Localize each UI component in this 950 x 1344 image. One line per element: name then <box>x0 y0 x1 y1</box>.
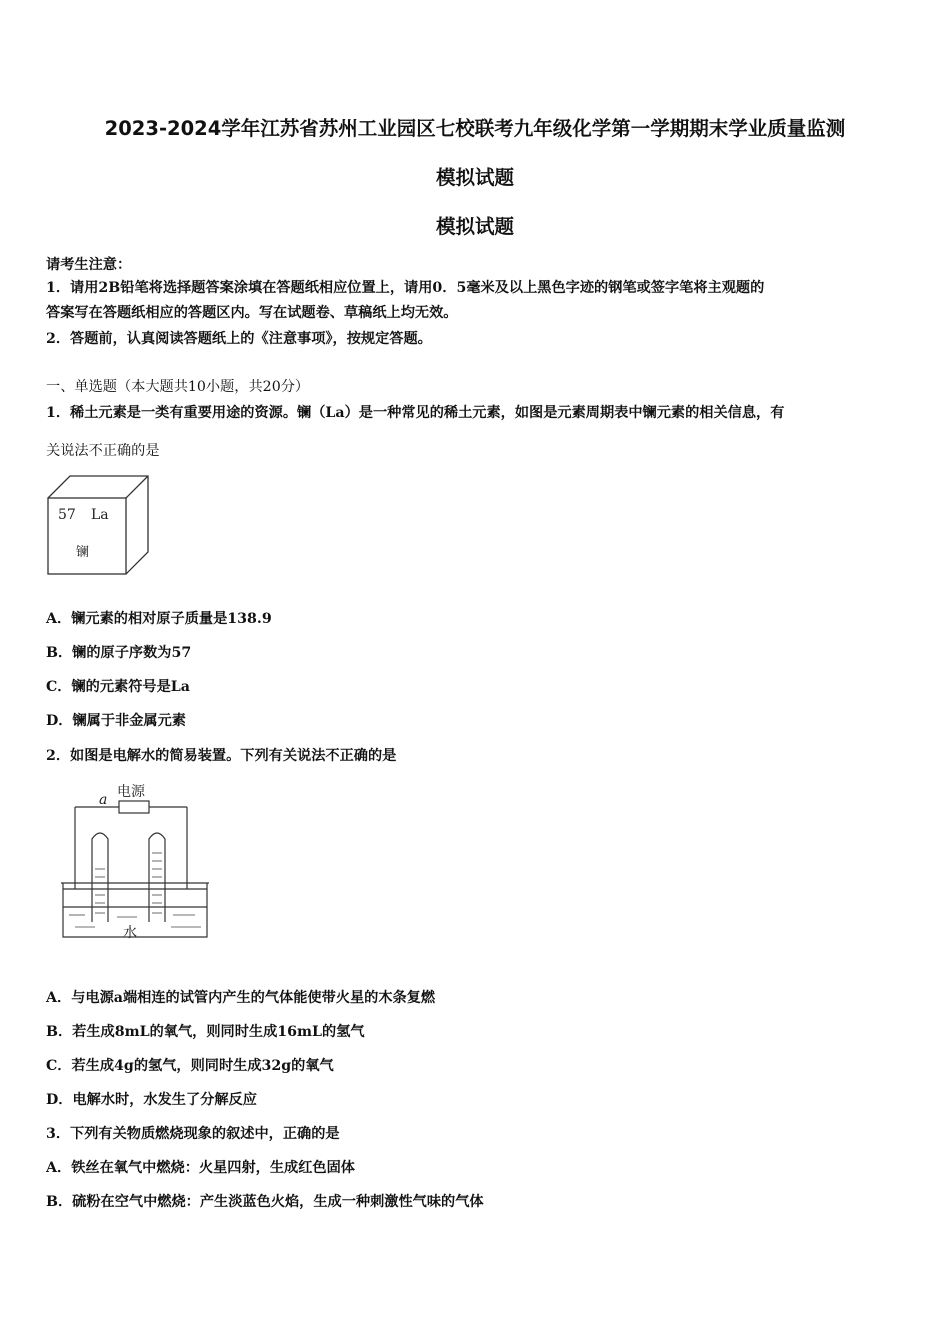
section-heading: 一、单选题（本大题共10小题，共20分） <box>46 379 310 395</box>
electrolysis-apparatus <box>55 777 225 947</box>
lanthanum-element-card <box>44 472 154 578</box>
notice-item2: 2．答题前，认真阅读答题纸上的《注意事项》，按规定答题。 <box>46 331 432 347</box>
q3-option-a: A．铁丝在氧气中燃烧：火星四射，生成红色固体 <box>46 1160 355 1176</box>
q2-option-a: A．与电源a端相连的试管内产生的气体能使带火星的木条复燃 <box>46 990 436 1006</box>
q1-option-d: D．镧属于非金属元素 <box>46 713 186 729</box>
q1-option-a: A．镧元素的相对原子质量是138.9 <box>46 611 272 627</box>
notice-item1-line2: 答案写在答题纸相应的答题区内。写在试题卷、草稿纸上均无效。 <box>46 305 458 321</box>
q1-option-c: C．镧的元素符号是La <box>46 679 190 695</box>
q2-stem: 2．如图是电解水的简易装置。下列有关说法不正确的是 <box>46 748 397 764</box>
exam-title-line1: 2023-2024学年江苏省苏州工业园区七校联考九年级化学第一学期期末学业质量监测 <box>104 117 846 140</box>
notice-item1-line1: 1．请用2B铅笔将选择题答案涂填在答题纸相应位置上，请用0．5毫米及以上黑色字迹的钢笔或签字笔将主观题的 <box>46 280 765 296</box>
element-symbol: La <box>91 507 109 523</box>
exam-title-line2: 模拟试题 <box>435 166 514 189</box>
q1-option-b: B．镧的原子序数为57 <box>46 645 192 661</box>
exam-title-line3: 模拟试题 <box>435 215 514 238</box>
notice-heading: 请考生注意： <box>46 257 132 273</box>
terminal-a-label: a <box>99 792 108 808</box>
q2-option-c: C．若生成4g的氢气，则同时生成32g的氧气 <box>46 1058 334 1074</box>
q1-stem-line1: 1．稀土元素是一类有重要用途的资源。镧（La）是一种常见的稀土元素，如图是元素周期表中镧元素的相关信息，有 <box>46 405 785 421</box>
q2-option-b: B．若生成8mL的氧气，则同时生成16mL的氢气 <box>46 1024 365 1040</box>
q1-stem-line2: 关说法不正确的是 <box>46 443 160 459</box>
q2-option-d: D．电解水时，水发生了分解反应 <box>46 1092 257 1108</box>
q3-stem: 3．下列有关物质燃烧现象的叙述中，正确的是 <box>46 1126 340 1142</box>
q3-option-b: B．硫粉在空气中燃烧：产生淡蓝色火焰，生成一种刺激性气味的气体 <box>46 1194 484 1210</box>
power-source-label: 电源 <box>117 784 145 800</box>
element-name: 镧 <box>76 545 90 560</box>
element-atomic-number: 57 <box>58 507 76 523</box>
water-label: 水 <box>123 925 137 941</box>
